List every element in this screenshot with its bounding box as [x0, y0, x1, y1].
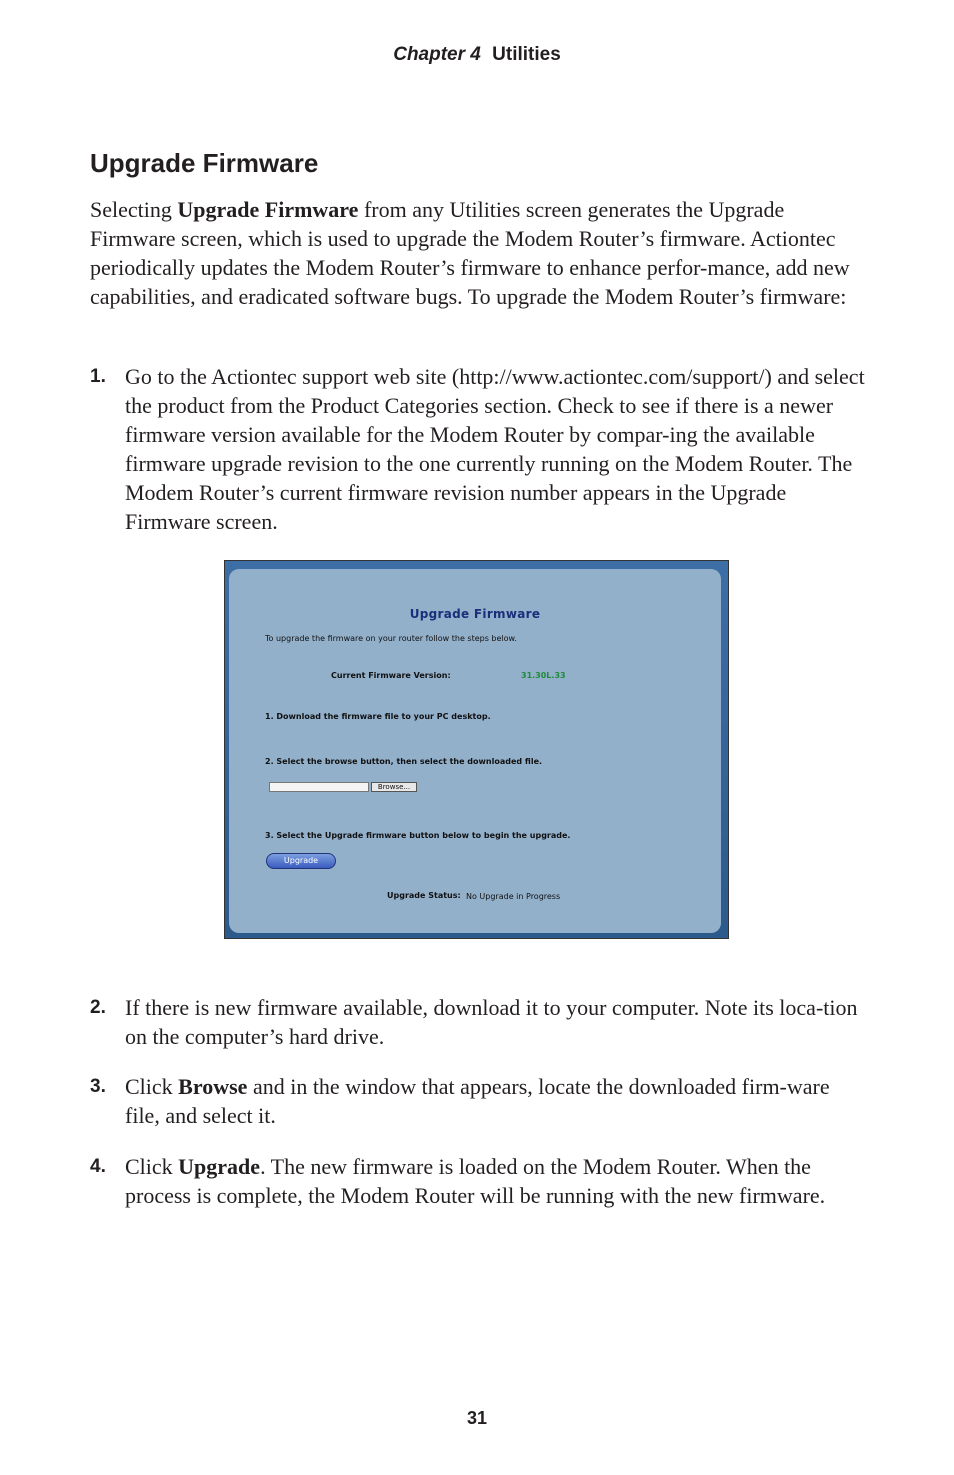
intro-pre: Selecting	[90, 197, 178, 222]
screenshot-step-2: 2. Select the browse button, then select the downloaded file.	[265, 757, 543, 766]
screenshot-intro: To upgrade the firmware on your router follow the steps below.	[265, 634, 517, 643]
step-4-post: . The new firmware is loaded on the Modem Router. When the process is complete, the Modem Router will be running with the new firmware.	[125, 1154, 826, 1208]
intro-paragraph	[90, 195, 865, 311]
screenshot-title: Upgrade Firmware	[409, 607, 541, 621]
chapter-title: Utilities	[492, 44, 561, 65]
step-3-pre: Click	[125, 1074, 179, 1099]
step-4-number: 4.	[90, 1156, 106, 1177]
step-4-bold: Upgrade	[178, 1154, 261, 1179]
browse-button[interactable]: Browse...	[371, 782, 417, 792]
step-2-number: 2.	[90, 997, 106, 1018]
step-4-text	[125, 1152, 865, 1210]
chapter-label: Chapter 4	[393, 44, 481, 65]
file-path-input[interactable]	[269, 782, 369, 792]
screenshot-step-1: 1. Download the firmware file to your PC desktop.	[265, 712, 491, 721]
step-3-post: and in the window that appears, locate the downloaded firm-ware file, and select it.	[125, 1074, 830, 1128]
step-1-number: 1.	[90, 366, 106, 387]
upgrade-firmware-screenshot	[224, 560, 729, 939]
screenshot-panel	[229, 569, 721, 933]
intro-post: from any Utilities screen generates the Upgrade Firmware screen, which is used to upgrade the Modem Router’s firmware. Actiontec periodically updates the Modem Router’s firmware to enhance perfor-mance, add new capabilities, and eradicated software bugs. To upgrade the Modem Router’s firmware:	[90, 197, 850, 309]
upgrade-status-label: Upgrade Status:	[387, 891, 461, 900]
step-3-bold: Browse	[178, 1074, 248, 1099]
screenshot-step-3: 3. Select the Upgrade firmware button below to begin the upgrade.	[265, 831, 571, 840]
step-2-pre: If there is new firmware available, download it to your computer. Note its loca-tion on the computer’s hard drive.	[125, 995, 858, 1049]
section-title: Upgrade Firmware	[90, 148, 319, 178]
step-1-text	[125, 362, 865, 536]
upgrade-button[interactable]: Upgrade	[266, 853, 336, 869]
upgrade-status-value: No Upgrade in Progress	[466, 892, 561, 901]
step-2-text	[125, 993, 865, 1051]
running-head	[0, 44, 954, 66]
firmware-version-label: Current Firmware Version:	[331, 671, 451, 680]
step-3-text	[125, 1072, 865, 1130]
step-4-pre: Click	[125, 1154, 179, 1179]
step-3-number: 3.	[90, 1076, 106, 1097]
intro-bold: Upgrade Firmware	[177, 197, 359, 222]
page-number: 31	[466, 1408, 488, 1428]
step-1-pre: Go to the Actiontec support web site (http://www.actiontec.com/support/) and select the product from the Product Categories section. Check to see if there is a newer firmware version available for the Modem Router by compar-ing the available firmware upgrade revision to the one currently running on the Modem Router. The Modem Router’s current firmware revision number appears in the Upgrade Firmware screen.	[125, 364, 865, 534]
firmware-version-value: 31.30L.33	[521, 671, 566, 680]
